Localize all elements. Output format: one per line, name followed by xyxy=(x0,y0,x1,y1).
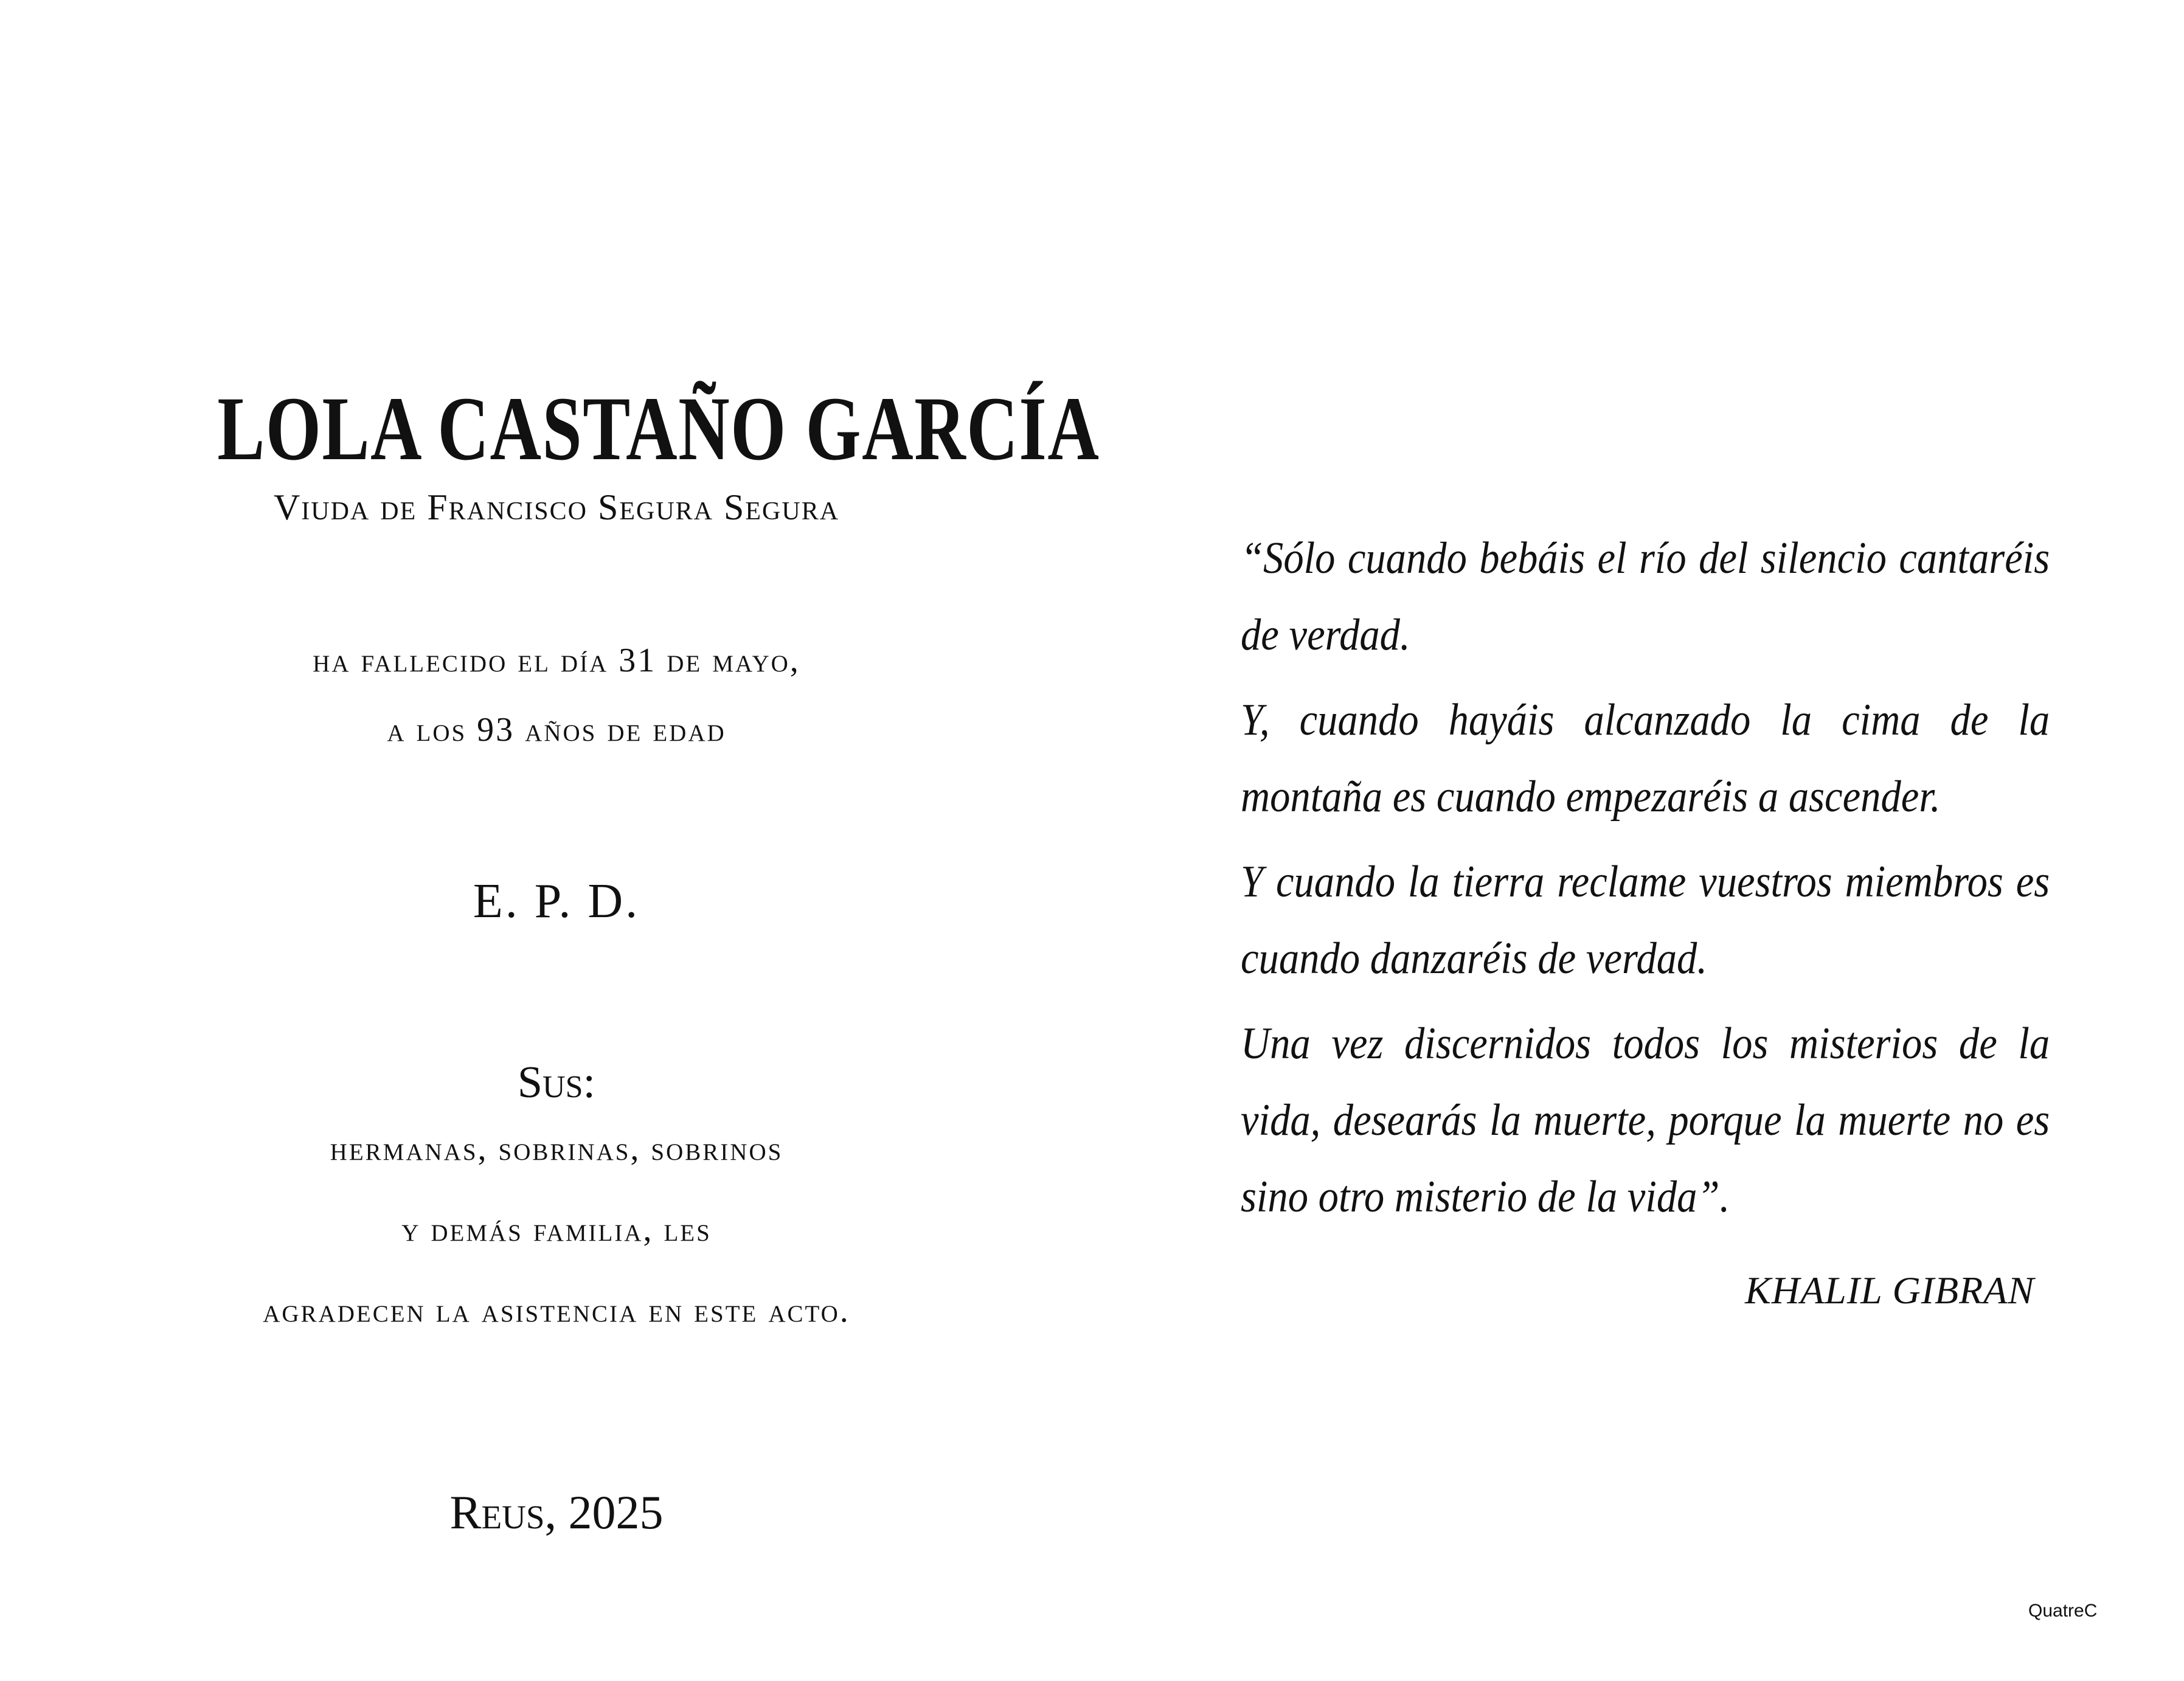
quote-panel xyxy=(1241,520,2050,1312)
printer-credit: QuatreC xyxy=(2028,1601,2098,1621)
city-year: Reus, 2025 xyxy=(449,1486,664,1539)
family-line: agradecen la asistencia en este acto. xyxy=(263,1292,850,1329)
quote-paragraph: Y cuando la tierra reclame vuestros miembros es cuando danzaréis de verdad. xyxy=(1241,857,2050,983)
quote-paragraph: “Sólo cuando bebáis el río del silencio cantaréis de verdad. xyxy=(1241,533,2050,660)
sus-heading: Sus: xyxy=(517,1058,596,1107)
quote-author: KHALIL GIBRAN xyxy=(1745,1269,2034,1312)
widow-line: Viuda de Francisco Segura Segura xyxy=(273,487,840,527)
death-announcement xyxy=(122,626,991,764)
quote-text xyxy=(1241,520,2050,1235)
obituary-panel xyxy=(122,365,1100,1540)
family-block xyxy=(122,1109,991,1351)
family-line: hermanas, sobrinas, sobrinos xyxy=(330,1130,783,1168)
family-line: y demás familia, les xyxy=(401,1211,712,1249)
quote-paragraph: Una vez discernidos todos los misterios de la vida, desearás la muerte, porque la muerte no es sino otro misterio de la vida”. xyxy=(1241,1019,2050,1222)
quote-paragraph: Y, cuando hayáis alcanzado la cima de la montaña es cuando empezaréis a ascender. xyxy=(1241,695,2050,822)
death-date-line: ha fallecido el día 31 de mayo, xyxy=(313,642,800,679)
epd-text: E. P. D. xyxy=(473,875,640,928)
age-line: a los 93 años de edad xyxy=(387,711,726,749)
deceased-name: LOLA CASTAÑO GARCÍA xyxy=(217,378,1100,479)
